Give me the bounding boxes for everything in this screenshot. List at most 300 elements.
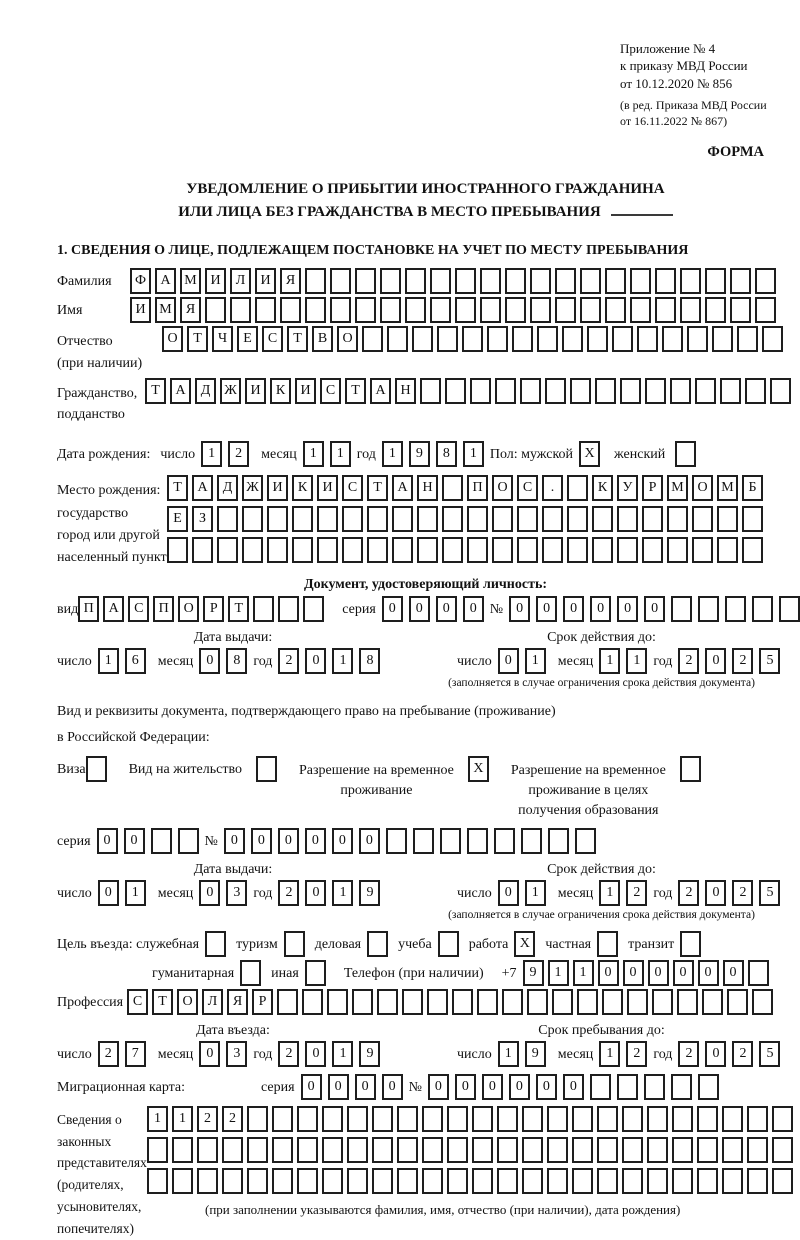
- char-cell[interactable]: [242, 506, 263, 532]
- char-cell[interactable]: [502, 989, 523, 1015]
- char-cell[interactable]: 1: [382, 441, 403, 467]
- residence-permit-checkbox[interactable]: [256, 756, 277, 782]
- char-cell[interactable]: П: [78, 596, 99, 622]
- char-cell[interactable]: [692, 506, 713, 532]
- char-cell[interactable]: А: [103, 596, 124, 622]
- char-cell[interactable]: 0: [705, 880, 726, 906]
- char-cell[interactable]: [702, 989, 723, 1015]
- char-cell[interactable]: [747, 1137, 768, 1163]
- char-cell[interactable]: Я: [180, 297, 201, 323]
- char-cell[interactable]: [772, 1168, 793, 1194]
- char-cell[interactable]: 0: [509, 596, 530, 622]
- char-cell[interactable]: М: [667, 475, 688, 501]
- char-cell[interactable]: [737, 326, 758, 352]
- visa-checkbox[interactable]: [86, 756, 107, 782]
- char-cell[interactable]: Т: [345, 378, 366, 404]
- char-cell[interactable]: [697, 1168, 718, 1194]
- char-cell[interactable]: 0: [563, 1074, 584, 1100]
- char-cell[interactable]: 9: [359, 880, 380, 906]
- char-cell[interactable]: [755, 268, 776, 294]
- char-cell[interactable]: [342, 537, 363, 563]
- char-cell[interactable]: Р: [252, 989, 273, 1015]
- char-cell[interactable]: [562, 326, 583, 352]
- char-cell[interactable]: [522, 1106, 543, 1132]
- char-cell[interactable]: [642, 537, 663, 563]
- char-cell[interactable]: К: [292, 475, 313, 501]
- char-cell[interactable]: [292, 506, 313, 532]
- char-cell[interactable]: [497, 1168, 518, 1194]
- purpose-work-checkbox[interactable]: X: [514, 931, 535, 957]
- char-cell[interactable]: [494, 828, 515, 854]
- char-cell[interactable]: [617, 537, 638, 563]
- char-cell[interactable]: 2: [98, 1041, 119, 1067]
- char-cell[interactable]: [280, 297, 301, 323]
- char-cell[interactable]: 0: [199, 880, 220, 906]
- char-cell[interactable]: Р: [642, 475, 663, 501]
- char-cell[interactable]: [447, 1168, 468, 1194]
- char-cell[interactable]: [572, 1106, 593, 1132]
- char-cell[interactable]: [367, 506, 388, 532]
- char-cell[interactable]: [322, 1168, 343, 1194]
- char-cell[interactable]: [497, 1137, 518, 1163]
- char-cell[interactable]: 2: [197, 1106, 218, 1132]
- char-cell[interactable]: [742, 506, 763, 532]
- char-cell[interactable]: 9: [409, 441, 430, 467]
- char-cell[interactable]: 1: [599, 648, 620, 674]
- char-cell[interactable]: 0: [359, 828, 380, 854]
- char-cell[interactable]: [742, 537, 763, 563]
- char-cell[interactable]: [305, 297, 326, 323]
- char-cell[interactable]: О: [162, 326, 183, 352]
- char-cell[interactable]: [672, 1106, 693, 1132]
- purpose-business-checkbox[interactable]: [367, 931, 388, 957]
- char-cell[interactable]: [572, 1137, 593, 1163]
- char-cell[interactable]: [722, 1168, 743, 1194]
- char-cell[interactable]: [712, 326, 733, 352]
- char-cell[interactable]: [322, 1137, 343, 1163]
- char-cell[interactable]: [440, 828, 461, 854]
- char-cell[interactable]: 9: [523, 960, 544, 986]
- char-cell[interactable]: 0: [705, 1041, 726, 1067]
- char-cell[interactable]: 2: [678, 648, 699, 674]
- char-cell[interactable]: 0: [328, 1074, 349, 1100]
- char-cell[interactable]: О: [178, 596, 199, 622]
- char-cell[interactable]: [147, 1137, 168, 1163]
- char-cell[interactable]: 1: [498, 1041, 519, 1067]
- char-cell[interactable]: 2: [678, 1041, 699, 1067]
- char-cell[interactable]: [297, 1106, 318, 1132]
- purpose-official-checkbox[interactable]: [205, 931, 226, 957]
- char-cell[interactable]: [487, 326, 508, 352]
- char-cell[interactable]: 2: [732, 880, 753, 906]
- char-cell[interactable]: 2: [732, 1041, 753, 1067]
- char-cell[interactable]: [380, 268, 401, 294]
- char-cell[interactable]: А: [392, 475, 413, 501]
- char-cell[interactable]: [480, 297, 501, 323]
- char-cell[interactable]: [630, 297, 651, 323]
- char-cell[interactable]: [178, 828, 199, 854]
- char-cell[interactable]: 6: [125, 648, 146, 674]
- char-cell[interactable]: Е: [237, 326, 258, 352]
- char-cell[interactable]: [597, 1106, 618, 1132]
- char-cell[interactable]: [697, 1137, 718, 1163]
- char-cell[interactable]: [247, 1106, 268, 1132]
- char-cell[interactable]: [722, 1137, 743, 1163]
- char-cell[interactable]: [272, 1106, 293, 1132]
- char-cell[interactable]: [355, 268, 376, 294]
- char-cell[interactable]: [330, 268, 351, 294]
- char-cell[interactable]: 0: [278, 828, 299, 854]
- purpose-other-checkbox[interactable]: [305, 960, 326, 986]
- char-cell[interactable]: [705, 297, 726, 323]
- char-cell[interactable]: [522, 1137, 543, 1163]
- char-cell[interactable]: [697, 1106, 718, 1132]
- char-cell[interactable]: [620, 378, 641, 404]
- char-cell[interactable]: 1: [599, 1041, 620, 1067]
- char-cell[interactable]: [192, 537, 213, 563]
- char-cell[interactable]: [617, 506, 638, 532]
- char-cell[interactable]: [748, 960, 769, 986]
- char-cell[interactable]: 0: [698, 960, 719, 986]
- char-cell[interactable]: 2: [732, 648, 753, 674]
- char-cell[interactable]: Т: [167, 475, 188, 501]
- char-cell[interactable]: 1: [98, 648, 119, 674]
- char-cell[interactable]: Ф: [130, 268, 151, 294]
- char-cell[interactable]: [542, 537, 563, 563]
- char-cell[interactable]: [762, 326, 783, 352]
- char-cell[interactable]: [680, 268, 701, 294]
- char-cell[interactable]: [517, 537, 538, 563]
- char-cell[interactable]: [317, 506, 338, 532]
- char-cell[interactable]: 0: [305, 648, 326, 674]
- char-cell[interactable]: [217, 506, 238, 532]
- char-cell[interactable]: [151, 828, 172, 854]
- char-cell[interactable]: 0: [124, 828, 145, 854]
- char-cell[interactable]: [397, 1137, 418, 1163]
- char-cell[interactable]: [647, 1106, 668, 1132]
- char-cell[interactable]: [755, 297, 776, 323]
- char-cell[interactable]: [644, 1074, 665, 1100]
- char-cell[interactable]: 0: [305, 1041, 326, 1067]
- char-cell[interactable]: П: [153, 596, 174, 622]
- char-cell[interactable]: 0: [199, 1041, 220, 1067]
- char-cell[interactable]: О: [337, 326, 358, 352]
- char-cell[interactable]: 0: [498, 880, 519, 906]
- char-cell[interactable]: 1: [525, 648, 546, 674]
- char-cell[interactable]: 1: [201, 441, 222, 467]
- char-cell[interactable]: А: [192, 475, 213, 501]
- char-cell[interactable]: [597, 1168, 618, 1194]
- char-cell[interactable]: [698, 1074, 719, 1100]
- char-cell[interactable]: [671, 596, 692, 622]
- char-cell[interactable]: [302, 989, 323, 1015]
- char-cell[interactable]: 0: [509, 1074, 530, 1100]
- char-cell[interactable]: [355, 297, 376, 323]
- char-cell[interactable]: [467, 828, 488, 854]
- char-cell[interactable]: 1: [548, 960, 569, 986]
- char-cell[interactable]: [442, 475, 463, 501]
- char-cell[interactable]: 0: [251, 828, 272, 854]
- char-cell[interactable]: [255, 297, 276, 323]
- char-cell[interactable]: [590, 1074, 611, 1100]
- char-cell[interactable]: 8: [436, 441, 457, 467]
- blank-underline[interactable]: [611, 214, 673, 216]
- char-cell[interactable]: [647, 1137, 668, 1163]
- char-cell[interactable]: [747, 1106, 768, 1132]
- char-cell[interactable]: 1: [172, 1106, 193, 1132]
- char-cell[interactable]: [330, 297, 351, 323]
- edu-permit-checkbox[interactable]: [680, 756, 701, 782]
- char-cell[interactable]: [547, 1106, 568, 1132]
- char-cell[interactable]: С: [262, 326, 283, 352]
- char-cell[interactable]: [567, 506, 588, 532]
- char-cell[interactable]: [698, 596, 719, 622]
- char-cell[interactable]: [472, 1137, 493, 1163]
- char-cell[interactable]: [327, 989, 348, 1015]
- char-cell[interactable]: [417, 537, 438, 563]
- char-cell[interactable]: [427, 989, 448, 1015]
- char-cell[interactable]: С: [320, 378, 341, 404]
- char-cell[interactable]: 1: [330, 441, 351, 467]
- char-cell[interactable]: 1: [626, 648, 647, 674]
- char-cell[interactable]: [570, 378, 591, 404]
- char-cell[interactable]: [505, 297, 526, 323]
- char-cell[interactable]: [417, 506, 438, 532]
- purpose-transit-checkbox[interactable]: [680, 931, 701, 957]
- char-cell[interactable]: [172, 1137, 193, 1163]
- char-cell[interactable]: У: [617, 475, 638, 501]
- char-cell[interactable]: [612, 326, 633, 352]
- char-cell[interactable]: [555, 268, 576, 294]
- purpose-study-checkbox[interactable]: [438, 931, 459, 957]
- char-cell[interactable]: [667, 537, 688, 563]
- char-cell[interactable]: 2: [678, 880, 699, 906]
- char-cell[interactable]: 0: [305, 828, 326, 854]
- char-cell[interactable]: [387, 326, 408, 352]
- char-cell[interactable]: В: [312, 326, 333, 352]
- char-cell[interactable]: [317, 537, 338, 563]
- char-cell[interactable]: [405, 268, 426, 294]
- char-cell[interactable]: [692, 537, 713, 563]
- char-cell[interactable]: И: [267, 475, 288, 501]
- char-cell[interactable]: [495, 378, 516, 404]
- char-cell[interactable]: [630, 268, 651, 294]
- char-cell[interactable]: Ч: [212, 326, 233, 352]
- char-cell[interactable]: О: [492, 475, 513, 501]
- char-cell[interactable]: [667, 506, 688, 532]
- char-cell[interactable]: [405, 297, 426, 323]
- char-cell[interactable]: 2: [626, 1041, 647, 1067]
- char-cell[interactable]: [447, 1106, 468, 1132]
- char-cell[interactable]: [745, 378, 766, 404]
- char-cell[interactable]: [671, 1074, 692, 1100]
- char-cell[interactable]: [672, 1137, 693, 1163]
- char-cell[interactable]: [167, 537, 188, 563]
- char-cell[interactable]: [512, 326, 533, 352]
- char-cell[interactable]: Я: [227, 989, 248, 1015]
- char-cell[interactable]: [722, 1106, 743, 1132]
- char-cell[interactable]: [242, 537, 263, 563]
- purpose-tourism-checkbox[interactable]: [284, 931, 305, 957]
- char-cell[interactable]: [592, 506, 613, 532]
- char-cell[interactable]: Р: [203, 596, 224, 622]
- char-cell[interactable]: [720, 378, 741, 404]
- char-cell[interactable]: Т: [152, 989, 173, 1015]
- char-cell[interactable]: [655, 297, 676, 323]
- char-cell[interactable]: А: [155, 268, 176, 294]
- char-cell[interactable]: [420, 378, 441, 404]
- char-cell[interactable]: .: [542, 475, 563, 501]
- char-cell[interactable]: [470, 378, 491, 404]
- char-cell[interactable]: [527, 989, 548, 1015]
- char-cell[interactable]: [445, 378, 466, 404]
- char-cell[interactable]: [752, 596, 773, 622]
- char-cell[interactable]: И: [255, 268, 276, 294]
- temp-permit-checkbox[interactable]: X: [468, 756, 489, 782]
- char-cell[interactable]: А: [370, 378, 391, 404]
- char-cell[interactable]: [652, 989, 673, 1015]
- char-cell[interactable]: Я: [280, 268, 301, 294]
- char-cell[interactable]: [597, 1137, 618, 1163]
- char-cell[interactable]: [627, 989, 648, 1015]
- char-cell[interactable]: [303, 596, 324, 622]
- char-cell[interactable]: Л: [230, 268, 251, 294]
- char-cell[interactable]: 0: [409, 596, 430, 622]
- char-cell[interactable]: И: [205, 268, 226, 294]
- char-cell[interactable]: [247, 1137, 268, 1163]
- char-cell[interactable]: [497, 1106, 518, 1132]
- purpose-private-checkbox[interactable]: [597, 931, 618, 957]
- char-cell[interactable]: [522, 1168, 543, 1194]
- char-cell[interactable]: [537, 326, 558, 352]
- char-cell[interactable]: С: [127, 989, 148, 1015]
- char-cell[interactable]: 0: [723, 960, 744, 986]
- char-cell[interactable]: Т: [145, 378, 166, 404]
- char-cell[interactable]: [642, 506, 663, 532]
- char-cell[interactable]: 0: [563, 596, 584, 622]
- char-cell[interactable]: [342, 506, 363, 532]
- char-cell[interactable]: 0: [498, 648, 519, 674]
- char-cell[interactable]: [505, 268, 526, 294]
- char-cell[interactable]: 5: [759, 880, 780, 906]
- char-cell[interactable]: [217, 537, 238, 563]
- char-cell[interactable]: [277, 989, 298, 1015]
- char-cell[interactable]: [622, 1106, 643, 1132]
- char-cell[interactable]: М: [155, 297, 176, 323]
- char-cell[interactable]: 0: [463, 596, 484, 622]
- char-cell[interactable]: 0: [199, 648, 220, 674]
- char-cell[interactable]: Д: [217, 475, 238, 501]
- char-cell[interactable]: [587, 326, 608, 352]
- char-cell[interactable]: 1: [332, 648, 353, 674]
- char-cell[interactable]: [422, 1106, 443, 1132]
- char-cell[interactable]: [372, 1168, 393, 1194]
- char-cell[interactable]: [452, 989, 473, 1015]
- char-cell[interactable]: [455, 297, 476, 323]
- char-cell[interactable]: 0: [705, 648, 726, 674]
- char-cell[interactable]: [572, 1168, 593, 1194]
- char-cell[interactable]: Т: [187, 326, 208, 352]
- char-cell[interactable]: [347, 1168, 368, 1194]
- char-cell[interactable]: [577, 989, 598, 1015]
- char-cell[interactable]: [580, 268, 601, 294]
- char-cell[interactable]: 0: [382, 1074, 403, 1100]
- char-cell[interactable]: [730, 297, 751, 323]
- char-cell[interactable]: 1: [125, 880, 146, 906]
- char-cell[interactable]: 0: [332, 828, 353, 854]
- char-cell[interactable]: 0: [455, 1074, 476, 1100]
- char-cell[interactable]: [467, 506, 488, 532]
- char-cell[interactable]: [362, 326, 383, 352]
- char-cell[interactable]: 7: [125, 1041, 146, 1067]
- char-cell[interactable]: 8: [226, 648, 247, 674]
- char-cell[interactable]: [687, 326, 708, 352]
- char-cell[interactable]: [272, 1137, 293, 1163]
- char-cell[interactable]: [542, 506, 563, 532]
- char-cell[interactable]: [555, 297, 576, 323]
- char-cell[interactable]: [520, 378, 541, 404]
- char-cell[interactable]: 0: [617, 596, 638, 622]
- char-cell[interactable]: [521, 828, 542, 854]
- char-cell[interactable]: [637, 326, 658, 352]
- char-cell[interactable]: [680, 297, 701, 323]
- char-cell[interactable]: [717, 506, 738, 532]
- char-cell[interactable]: [595, 378, 616, 404]
- char-cell[interactable]: [622, 1168, 643, 1194]
- char-cell[interactable]: [517, 506, 538, 532]
- char-cell[interactable]: [197, 1168, 218, 1194]
- char-cell[interactable]: [347, 1106, 368, 1132]
- char-cell[interactable]: И: [130, 297, 151, 323]
- char-cell[interactable]: [367, 537, 388, 563]
- char-cell[interactable]: [455, 268, 476, 294]
- char-cell[interactable]: Т: [287, 326, 308, 352]
- char-cell[interactable]: [442, 537, 463, 563]
- char-cell[interactable]: 0: [98, 880, 119, 906]
- char-cell[interactable]: Ж: [220, 378, 241, 404]
- char-cell[interactable]: П: [467, 475, 488, 501]
- char-cell[interactable]: К: [270, 378, 291, 404]
- char-cell[interactable]: 0: [382, 596, 403, 622]
- char-cell[interactable]: 5: [759, 1041, 780, 1067]
- char-cell[interactable]: 0: [598, 960, 619, 986]
- char-cell[interactable]: [492, 537, 513, 563]
- char-cell[interactable]: 8: [359, 648, 380, 674]
- char-cell[interactable]: [272, 1168, 293, 1194]
- char-cell[interactable]: 2: [278, 880, 299, 906]
- char-cell[interactable]: [253, 596, 274, 622]
- char-cell[interactable]: И: [245, 378, 266, 404]
- char-cell[interactable]: [772, 1106, 793, 1132]
- char-cell[interactable]: [480, 268, 501, 294]
- char-cell[interactable]: [222, 1137, 243, 1163]
- char-cell[interactable]: 2: [626, 880, 647, 906]
- char-cell[interactable]: [672, 1168, 693, 1194]
- char-cell[interactable]: [477, 989, 498, 1015]
- char-cell[interactable]: [530, 297, 551, 323]
- char-cell[interactable]: [717, 537, 738, 563]
- char-cell[interactable]: [447, 1137, 468, 1163]
- char-cell[interactable]: [442, 506, 463, 532]
- char-cell[interactable]: 1: [303, 441, 324, 467]
- char-cell[interactable]: [779, 596, 800, 622]
- char-cell[interactable]: [247, 1168, 268, 1194]
- char-cell[interactable]: М: [717, 475, 738, 501]
- char-cell[interactable]: [297, 1137, 318, 1163]
- char-cell[interactable]: [548, 828, 569, 854]
- char-cell[interactable]: 1: [525, 880, 546, 906]
- char-cell[interactable]: 1: [463, 441, 484, 467]
